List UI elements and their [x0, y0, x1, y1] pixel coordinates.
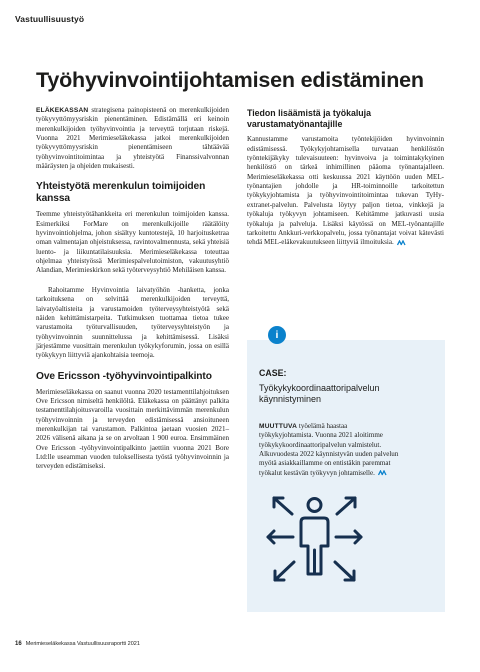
case-end-mark-icon — [378, 470, 387, 476]
intro-text: strategisena painopisteenä on merenkulkijoiden työkyvyttömyysriskin pienentäminen. Edistämällä eri keinoin merenkulkijoiden työhyvinvointia ja terveyttä torjutaan riskejä. Vuonna 2021 Merimieseläkekassa jatkoi merenkulkijoiden työkyvyttömyysriskin pienentämiseen tähtäävää työhyvinvointitoimintaa ja yhteistyötä Finanssivalvonnan määräysten ja ohjeiden mukaisesti. — [36, 106, 229, 171]
case-text: työelämä haastaa työkykyjohtamista. Vuonna 2021 aloitimme työkykykoordinaattoripalvelun valmistelut. Alkuvuodesta 2022 käynnistyvän uuden palvelun myötä asiakkaillamme on entistäkin paremmat työkalut kestävän työkyvyn johtamiselle. — [259, 422, 399, 477]
case-label: CASE: — [259, 368, 287, 378]
case-paragraph — [259, 422, 399, 478]
person-with-arrows-icon — [262, 490, 367, 595]
case-runin: MUUTTUVA — [259, 423, 298, 430]
award-paragraph: Merimieseläkekassa on saanut vuonna 2020 testamenttilahjoituksen Ove Ericsson nimiseltä henkilöltä. Eläkekassa on päättänyt palkita testamenttilahjoitusvaroilla vuosittain merkittävimmän merenkulun työhyvinvoinnin ja terveyden edistämisessä ansioituneen merenkulkijan tai varustamon. Palkintoa jaetaan vuosien 2021–2026 välisenä aikana ja se on arvoltaan 1 900 euroa. Ensimmäinen Ove Ericsson -työhyvinvointipalkinto jaettiin vuonna 2021 Bore Ltd:lle useamman vuoden tuloksellisesta työstä työhyvinvoinnin ja terveyden edistämiseksi. — [36, 387, 229, 471]
right-column — [247, 106, 444, 258]
intro-runin: ELÄKEKASSAN — [36, 107, 89, 114]
section-heading-employers: Tiedon lisäämistä ja työkaluja varustamatyönantajille — [247, 108, 372, 130]
cooperation-paragraph-1: Teemme yhteistyötähankkeita eri merenkulun toimijoiden kanssa. Esimerkiksi ForMare on merenkulkijoille räätälöity hyvinvointiohjelma, johon sisältyy kuntotestejä, 10 harjoitusketraa oman valmentajan ohjeistuksessa, ravintovalmennusta, sekä yhteisiä luento- ja liikuntatilaisuuksia. Merimieseläkekassa toteuttaa ohjelmaa yhteistyössä Merimiespalvelutoimiston, vakuutusyhtiö Alandian, Merimieskirkon sekä työterveysyhtiö Mehiläisen kanssa. — [36, 210, 229, 275]
intro-paragraph — [36, 106, 229, 171]
page-footer — [15, 641, 140, 647]
case-title: Työkykykoordinaattoripalvelun käynnistyminen — [259, 383, 380, 405]
cooperation-paragraph-2: Rahoitamme Hyvinvointia laivatyöhön -hanketta, jonka tarkoituksena on selvittää merenkulkijoiden terveyttä, laivatyöaltisteita ja varustamoiden työterveysyhteistyötä sekä näiden kehittämistarpeita. Tutkimuksen tuottamaa tietoa tukee varustamoita työturvallisuuden, työterveysyhteistyön ja työhyvinvoinnin suunnittelussa ja kehittämisessä. Lisäksi järjestämme vuosittain merenkulun työkykyforumin, jossa on esillä työkykyyn liittyviä ajankohtaisia teemoja. — [36, 285, 229, 360]
end-mark-icon — [397, 240, 406, 246]
info-icon — [268, 326, 286, 344]
left-column — [36, 106, 229, 482]
employers-text: Kannustamme varustamoita työntekijöiden hyvinvoinnin edistämisessä. Työkykyjohtamisella turvataan henkilöstön työntekijäkyky tulevaisuuteen: hyvinvoiva ja toimintakykyinen henkilöstö on tärkeä inhimillinen pääoma työnantajalleen. Merimieseläkekassa otti keskuussa 2021 käyttöön uuden MEL-työnantajien johdolle ja HR-toiminnoille tarkoitettun työkykyjohtamista ja työhyvinvointitoimintaa tukevan TyHy-extranet-palvelun. Palvelusta löytyy paljon tietoa, vinkkejä ja työkaluja työkyvyn johtamiseen. Kehitämme jatkuvasti uusia työkaluja ja palveluja. Lisäksi käytössä on MEL-työnantajille tarkoitettu Ankkuri-verkkopalvelu, jossa työnantajat voivat kätevästi tehdä MEL-eläkevakuutukseen liittyviä ilmoituksia. — [247, 135, 444, 247]
page-headline: Työhyvinvointijohtamisen edistäminen — [36, 68, 424, 92]
employers-paragraph — [247, 135, 444, 247]
page-number: 16 — [15, 641, 22, 647]
section-heading-award: Ove Ericsson -työhyvinvointipalkinto — [36, 370, 212, 382]
section-heading-cooperation: Yhteistyötä merenkulun toimijoiden kanssa — [36, 181, 206, 205]
section-tag: Vastuullisuustyö — [15, 14, 85, 24]
publication-title: Merimieseläkekassa Vastuullisuusraportti 2021 — [25, 641, 140, 647]
info-icon-glyph: i — [275, 329, 279, 341]
